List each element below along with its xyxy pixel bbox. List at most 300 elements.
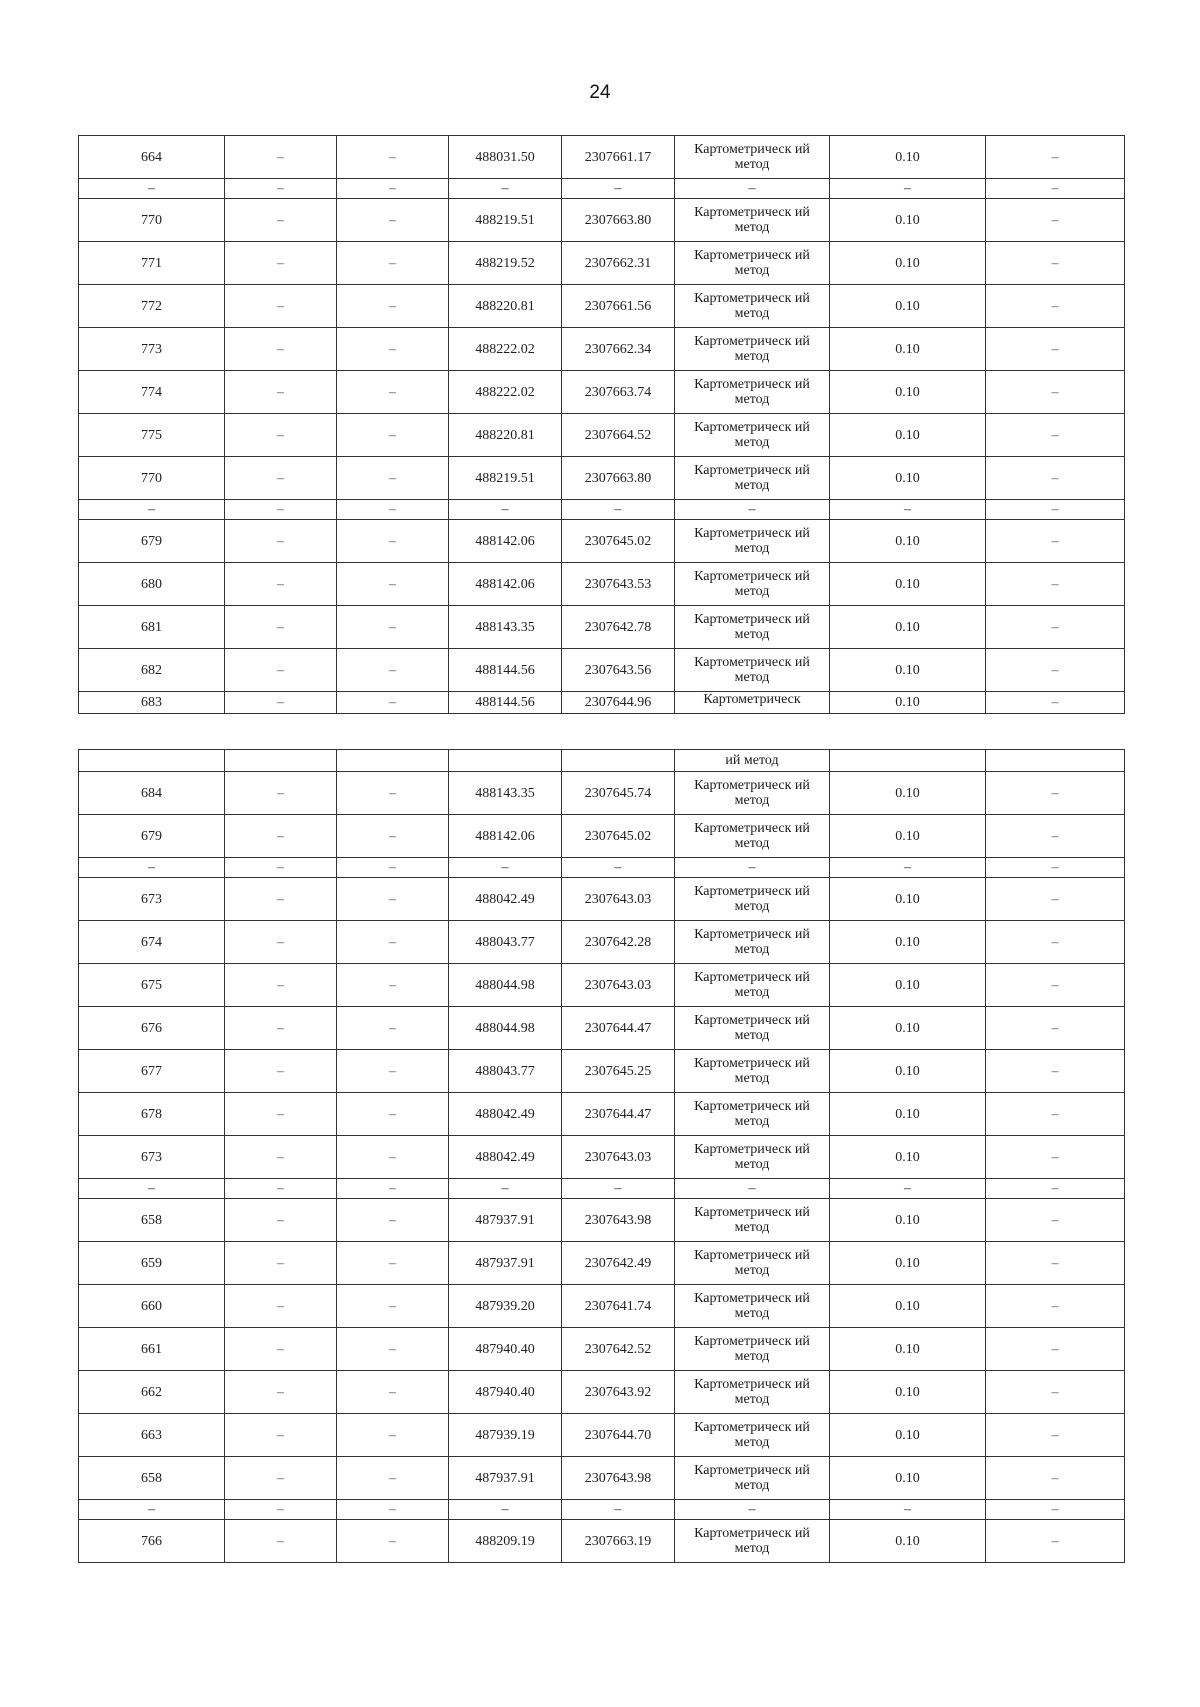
cell-col2: –: [225, 1050, 337, 1093]
cell-col2: –: [225, 1093, 337, 1136]
cell-col3: –: [337, 457, 449, 500]
cell-col9: –: [986, 1179, 1125, 1199]
cell-col3: –: [337, 606, 449, 649]
table-row: [79, 1500, 1125, 1520]
method-cell: Картометрическ ий метод: [675, 964, 830, 1007]
coord-x-cell: –: [449, 179, 562, 199]
cell-col2: –: [225, 1179, 337, 1199]
coord-x-cell: 488043.77: [449, 1050, 562, 1093]
table-row: [79, 1328, 1125, 1371]
method-cell: –: [675, 858, 830, 878]
coord-x-cell: 487939.19: [449, 1414, 562, 1457]
point-number-cell: 673: [79, 1136, 225, 1179]
table-row: [79, 1179, 1125, 1199]
point-number-cell: 678: [79, 1093, 225, 1136]
method-cell: Картометрическ ий метод: [675, 520, 830, 563]
cell-col2: –: [225, 1457, 337, 1500]
table-row: [79, 772, 1125, 815]
point-number-cell: –: [79, 179, 225, 199]
cell-col9: –: [986, 1199, 1125, 1242]
accuracy-cell: 0.10: [830, 136, 986, 179]
coord-x-cell: 488220.81: [449, 414, 562, 457]
cell-col3: –: [337, 772, 449, 815]
table-row: [79, 179, 1125, 199]
accuracy-cell: 0.10: [830, 328, 986, 371]
coord-x-cell: 488143.35: [449, 606, 562, 649]
table-row: [79, 1371, 1125, 1414]
coord-y-cell: 2307663.80: [562, 457, 675, 500]
accuracy-cell: 0.10: [830, 692, 986, 714]
table-row: [79, 921, 1125, 964]
cell-col3: –: [337, 500, 449, 520]
coord-x-cell: 488219.52: [449, 242, 562, 285]
cell-col2: –: [225, 1500, 337, 1520]
cell-col3: –: [337, 1007, 449, 1050]
table-row: [79, 520, 1125, 563]
accuracy-cell: –: [830, 1500, 986, 1520]
cell-col2: –: [225, 772, 337, 815]
cell-col3: –: [337, 1179, 449, 1199]
method-cell: Картометрическ ий метод: [675, 878, 830, 921]
method-cell: Картометрическ ий метод: [675, 371, 830, 414]
point-number-cell: [79, 750, 225, 772]
coordinates-table-part-2: [78, 749, 1125, 1563]
method-cell: Картометрическ ий метод: [675, 1136, 830, 1179]
cell-col9: –: [986, 878, 1125, 921]
point-number-cell: 661: [79, 1328, 225, 1371]
point-number-cell: 660: [79, 1285, 225, 1328]
coord-y-cell: 2307644.96: [562, 692, 675, 714]
cell-col9: –: [986, 1093, 1125, 1136]
coord-y-cell: 2307642.28: [562, 921, 675, 964]
cell-col9: –: [986, 1371, 1125, 1414]
method-cell: Картометрическ ий метод: [675, 921, 830, 964]
cell-col9: –: [986, 1520, 1125, 1563]
cell-col2: –: [225, 1136, 337, 1179]
coord-y-cell: 2307644.70: [562, 1414, 675, 1457]
cell-col3: –: [337, 921, 449, 964]
coord-y-cell: 2307645.02: [562, 815, 675, 858]
point-number-cell: 675: [79, 964, 225, 1007]
cell-col9: –: [986, 772, 1125, 815]
point-number-cell: 684: [79, 772, 225, 815]
cell-col2: –: [225, 328, 337, 371]
coord-y-cell: 2307643.03: [562, 1136, 675, 1179]
cell-col3: –: [337, 815, 449, 858]
cell-col2: –: [225, 457, 337, 500]
cell-col9: –: [986, 1457, 1125, 1500]
cell-col3: –: [337, 1328, 449, 1371]
point-number-cell: 664: [79, 136, 225, 179]
accuracy-cell: 0.10: [830, 1414, 986, 1457]
coord-x-cell: 488142.06: [449, 815, 562, 858]
cell-col3: –: [337, 649, 449, 692]
method-cell: –: [675, 500, 830, 520]
cell-col9: –: [986, 136, 1125, 179]
point-number-cell: 681: [79, 606, 225, 649]
cell-col3: –: [337, 414, 449, 457]
coord-x-cell: 487937.91: [449, 1242, 562, 1285]
point-number-cell: 773: [79, 328, 225, 371]
coord-y-cell: 2307663.19: [562, 1520, 675, 1563]
coord-x-cell: 488222.02: [449, 371, 562, 414]
cell-col2: –: [225, 285, 337, 328]
coord-y-cell: 2307642.52: [562, 1328, 675, 1371]
cell-col2: –: [225, 964, 337, 1007]
coord-y-cell: 2307641.74: [562, 1285, 675, 1328]
table-row: [79, 815, 1125, 858]
cell-col9: –: [986, 1285, 1125, 1328]
table-row: [79, 1007, 1125, 1050]
cell-col3: –: [337, 1285, 449, 1328]
page-number: 24: [589, 82, 611, 103]
cell-col3: –: [337, 692, 449, 714]
method-cell: Картометрическ ий метод: [675, 1199, 830, 1242]
coord-x-cell: 488044.98: [449, 1007, 562, 1050]
accuracy-cell: 0.10: [830, 964, 986, 1007]
cell-col9: –: [986, 328, 1125, 371]
method-cell: –: [675, 179, 830, 199]
coord-x-cell: 488043.77: [449, 921, 562, 964]
cell-col3: –: [337, 1457, 449, 1500]
cell-col9: –: [986, 1050, 1125, 1093]
cell-col9: –: [986, 563, 1125, 606]
coord-y-cell: 2307643.03: [562, 878, 675, 921]
cell-col9: –: [986, 520, 1125, 563]
point-number-cell: 658: [79, 1457, 225, 1500]
cell-col2: –: [225, 520, 337, 563]
cell-col9: –: [986, 179, 1125, 199]
coord-y-cell: 2307644.47: [562, 1093, 675, 1136]
coord-x-cell: 488144.56: [449, 649, 562, 692]
point-number-cell: 682: [79, 649, 225, 692]
cell-col3: –: [337, 1136, 449, 1179]
coord-x-cell: –: [449, 1500, 562, 1520]
cell-col3: –: [337, 179, 449, 199]
coord-y-cell: 2307662.31: [562, 242, 675, 285]
accuracy-cell: –: [830, 179, 986, 199]
cell-col3: –: [337, 371, 449, 414]
method-cell: Картометрическ ий метод: [675, 1285, 830, 1328]
accuracy-cell: 0.10: [830, 457, 986, 500]
method-cell: Картометрическ ий метод: [675, 242, 830, 285]
accuracy-cell: 0.10: [830, 242, 986, 285]
coord-x-cell: 488042.49: [449, 1136, 562, 1179]
cell-col9: –: [986, 815, 1125, 858]
cell-col3: –: [337, 242, 449, 285]
method-cell: –: [675, 1500, 830, 1520]
accuracy-cell: 0.10: [830, 199, 986, 242]
cell-col2: –: [225, 1328, 337, 1371]
accuracy-cell: 0.10: [830, 606, 986, 649]
coord-x-cell: 488220.81: [449, 285, 562, 328]
method-cell: Картометрическ ий метод: [675, 649, 830, 692]
table-row: [79, 1285, 1125, 1328]
coord-x-cell: –: [449, 500, 562, 520]
cell-col3: –: [337, 136, 449, 179]
table-row: [79, 692, 1125, 714]
coord-y-cell: 2307643.03: [562, 964, 675, 1007]
cell-col2: –: [225, 1371, 337, 1414]
coord-x-cell: 488143.35: [449, 772, 562, 815]
table-row: [79, 1414, 1125, 1457]
cell-col9: –: [986, 692, 1125, 714]
coord-y-cell: 2307645.02: [562, 520, 675, 563]
cell-col9: –: [986, 1414, 1125, 1457]
table-row: [79, 328, 1125, 371]
method-cell: Картометрическ ий метод: [675, 1050, 830, 1093]
table-row: [79, 199, 1125, 242]
accuracy-cell: 0.10: [830, 1371, 986, 1414]
coord-y-cell: –: [562, 1500, 675, 1520]
table-row: [79, 606, 1125, 649]
cell-col2: –: [225, 371, 337, 414]
table-row: [79, 1457, 1125, 1500]
cell-col3: –: [337, 285, 449, 328]
point-number-cell: –: [79, 858, 225, 878]
table-row: [79, 500, 1125, 520]
cell-col3: –: [337, 878, 449, 921]
cell-col2: –: [225, 179, 337, 199]
coord-y-cell: –: [562, 1179, 675, 1199]
coord-y-cell: 2307663.80: [562, 199, 675, 242]
accuracy-cell: 0.10: [830, 772, 986, 815]
cell-col2: –: [225, 242, 337, 285]
cell-col9: [986, 750, 1125, 772]
cell-col9: –: [986, 1242, 1125, 1285]
cell-col3: –: [337, 1500, 449, 1520]
method-cell: Картометрическ ий метод: [675, 136, 830, 179]
accuracy-cell: 0.10: [830, 815, 986, 858]
table-row: [79, 964, 1125, 1007]
coord-x-cell: 488219.51: [449, 457, 562, 500]
cell-col2: –: [225, 1520, 337, 1563]
cell-col2: –: [225, 1007, 337, 1050]
cell-col2: –: [225, 1285, 337, 1328]
point-number-cell: 677: [79, 1050, 225, 1093]
cell-col9: –: [986, 285, 1125, 328]
coord-y-cell: 2307643.98: [562, 1199, 675, 1242]
method-cell: Картометрическ ий метод: [675, 1520, 830, 1563]
table-row: [79, 242, 1125, 285]
point-number-cell: 674: [79, 921, 225, 964]
cell-col2: –: [225, 815, 337, 858]
cell-col2: –: [225, 1242, 337, 1285]
cell-col9: –: [986, 500, 1125, 520]
coord-y-cell: –: [562, 500, 675, 520]
cell-col9: –: [986, 858, 1125, 878]
table-row: [79, 371, 1125, 414]
accuracy-cell: 0.10: [830, 1050, 986, 1093]
table-row: [79, 136, 1125, 179]
point-number-cell: 676: [79, 1007, 225, 1050]
coord-x-cell: 488044.98: [449, 964, 562, 1007]
cell-col3: –: [337, 858, 449, 878]
coord-x-cell: 488142.06: [449, 563, 562, 606]
method-cell: Картометрическ ий метод: [675, 1328, 830, 1371]
table-row: [79, 750, 1125, 772]
coord-y-cell: 2307662.34: [562, 328, 675, 371]
point-number-cell: 679: [79, 815, 225, 858]
coord-x-cell: 488031.50: [449, 136, 562, 179]
method-cell: Картометрическ ий метод: [675, 563, 830, 606]
method-cell: Картометрическ ий метод: [675, 414, 830, 457]
cell-col3: –: [337, 1371, 449, 1414]
coord-y-cell: –: [562, 179, 675, 199]
method-cell: ий метод: [675, 750, 830, 772]
method-cell: Картометрическ ий метод: [675, 1242, 830, 1285]
point-number-cell: 771: [79, 242, 225, 285]
coord-x-cell: –: [449, 858, 562, 878]
table-row: [79, 1520, 1125, 1563]
point-number-cell: –: [79, 500, 225, 520]
cell-col2: [225, 750, 337, 772]
coord-y-cell: 2307661.56: [562, 285, 675, 328]
cell-col2: –: [225, 563, 337, 606]
coordinates-table-part-1: [78, 135, 1125, 714]
point-number-cell: 770: [79, 199, 225, 242]
accuracy-cell: 0.10: [830, 1093, 986, 1136]
cell-col9: –: [986, 606, 1125, 649]
point-number-cell: 663: [79, 1414, 225, 1457]
coord-y-cell: 2307643.53: [562, 563, 675, 606]
cell-col3: –: [337, 1414, 449, 1457]
coord-x-cell: –: [449, 1179, 562, 1199]
method-cell: Картометрическ ий метод: [675, 1371, 830, 1414]
point-number-cell: –: [79, 1179, 225, 1199]
coord-x-cell: 487940.40: [449, 1371, 562, 1414]
coord-x-cell: 487937.91: [449, 1457, 562, 1500]
table-row: [79, 457, 1125, 500]
cell-col9: –: [986, 1136, 1125, 1179]
cell-col2: –: [225, 1199, 337, 1242]
accuracy-cell: 0.10: [830, 1007, 986, 1050]
method-cell: Картометрическ ий метод: [675, 606, 830, 649]
cell-col9: –: [986, 242, 1125, 285]
coord-x-cell: 487939.20: [449, 1285, 562, 1328]
coord-x-cell: [449, 750, 562, 772]
method-cell: Картометрическ ий метод: [675, 199, 830, 242]
point-number-cell: 774: [79, 371, 225, 414]
accuracy-cell: 0.10: [830, 520, 986, 563]
table-row: [79, 563, 1125, 606]
accuracy-cell: 0.10: [830, 1457, 986, 1500]
cell-col2: –: [225, 649, 337, 692]
cell-col9: –: [986, 1007, 1125, 1050]
table-row: [79, 1050, 1125, 1093]
cell-col2: –: [225, 136, 337, 179]
point-number-cell: 658: [79, 1199, 225, 1242]
coord-x-cell: 488142.06: [449, 520, 562, 563]
point-number-cell: 680: [79, 563, 225, 606]
coord-x-cell: 488219.51: [449, 199, 562, 242]
cell-col2: –: [225, 606, 337, 649]
table-row: [79, 1136, 1125, 1179]
point-number-cell: –: [79, 1500, 225, 1520]
accuracy-cell: –: [830, 500, 986, 520]
accuracy-cell: 0.10: [830, 649, 986, 692]
point-number-cell: 766: [79, 1520, 225, 1563]
point-number-cell: 770: [79, 457, 225, 500]
method-cell: Картометрическ ий метод: [675, 772, 830, 815]
coord-x-cell: 488042.49: [449, 1093, 562, 1136]
accuracy-cell: 0.10: [830, 371, 986, 414]
table-row: [79, 285, 1125, 328]
cell-col2: –: [225, 414, 337, 457]
coord-y-cell: 2307661.17: [562, 136, 675, 179]
coord-y-cell: 2307642.78: [562, 606, 675, 649]
cell-col3: [337, 750, 449, 772]
coord-y-cell: 2307643.98: [562, 1457, 675, 1500]
accuracy-cell: 0.10: [830, 563, 986, 606]
accuracy-cell: 0.10: [830, 1199, 986, 1242]
coord-x-cell: 488209.19: [449, 1520, 562, 1563]
accuracy-cell: 0.10: [830, 1285, 986, 1328]
coord-y-cell: 2307645.25: [562, 1050, 675, 1093]
coord-y-cell: 2307642.49: [562, 1242, 675, 1285]
coord-y-cell: 2307663.74: [562, 371, 675, 414]
coord-x-cell: 488222.02: [449, 328, 562, 371]
coord-x-cell: 488042.49: [449, 878, 562, 921]
cell-col3: –: [337, 1093, 449, 1136]
accuracy-cell: 0.10: [830, 1136, 986, 1179]
accuracy-cell: 0.10: [830, 1328, 986, 1371]
coord-y-cell: –: [562, 858, 675, 878]
cell-col3: –: [337, 964, 449, 1007]
cell-col9: –: [986, 1328, 1125, 1371]
coord-y-cell: 2307643.56: [562, 649, 675, 692]
coord-x-cell: 487940.40: [449, 1328, 562, 1371]
table-row: [79, 1093, 1125, 1136]
point-number-cell: 775: [79, 414, 225, 457]
method-cell: Картометрическ ий метод: [675, 815, 830, 858]
accuracy-cell: 0.10: [830, 1520, 986, 1563]
coord-y-cell: 2307643.92: [562, 1371, 675, 1414]
method-cell: Картометрическ ий метод: [675, 457, 830, 500]
accuracy-cell: 0.10: [830, 878, 986, 921]
cell-col2: –: [225, 500, 337, 520]
cell-col3: –: [337, 199, 449, 242]
cell-col3: –: [337, 1050, 449, 1093]
cell-col2: –: [225, 1414, 337, 1457]
cell-col9: –: [986, 414, 1125, 457]
table-row: [79, 414, 1125, 457]
cell-col9: –: [986, 371, 1125, 414]
table-row: [79, 649, 1125, 692]
cell-col3: –: [337, 1520, 449, 1563]
cell-col3: –: [337, 1199, 449, 1242]
cell-col9: –: [986, 457, 1125, 500]
cell-col2: –: [225, 199, 337, 242]
point-number-cell: 673: [79, 878, 225, 921]
accuracy-cell: 0.10: [830, 414, 986, 457]
accuracy-cell: 0.10: [830, 921, 986, 964]
accuracy-cell: 0.10: [830, 285, 986, 328]
point-number-cell: 772: [79, 285, 225, 328]
cell-col9: –: [986, 1500, 1125, 1520]
point-number-cell: 659: [79, 1242, 225, 1285]
table-row: [79, 858, 1125, 878]
method-cell: Картометрическ ий метод: [675, 1414, 830, 1457]
cell-col9: –: [986, 964, 1125, 1007]
cell-col9: –: [986, 199, 1125, 242]
method-cell: Картометрическ ий метод: [675, 1093, 830, 1136]
coord-y-cell: 2307644.47: [562, 1007, 675, 1050]
table-row: [79, 878, 1125, 921]
point-number-cell: 662: [79, 1371, 225, 1414]
cell-col3: –: [337, 563, 449, 606]
cell-col9: –: [986, 921, 1125, 964]
